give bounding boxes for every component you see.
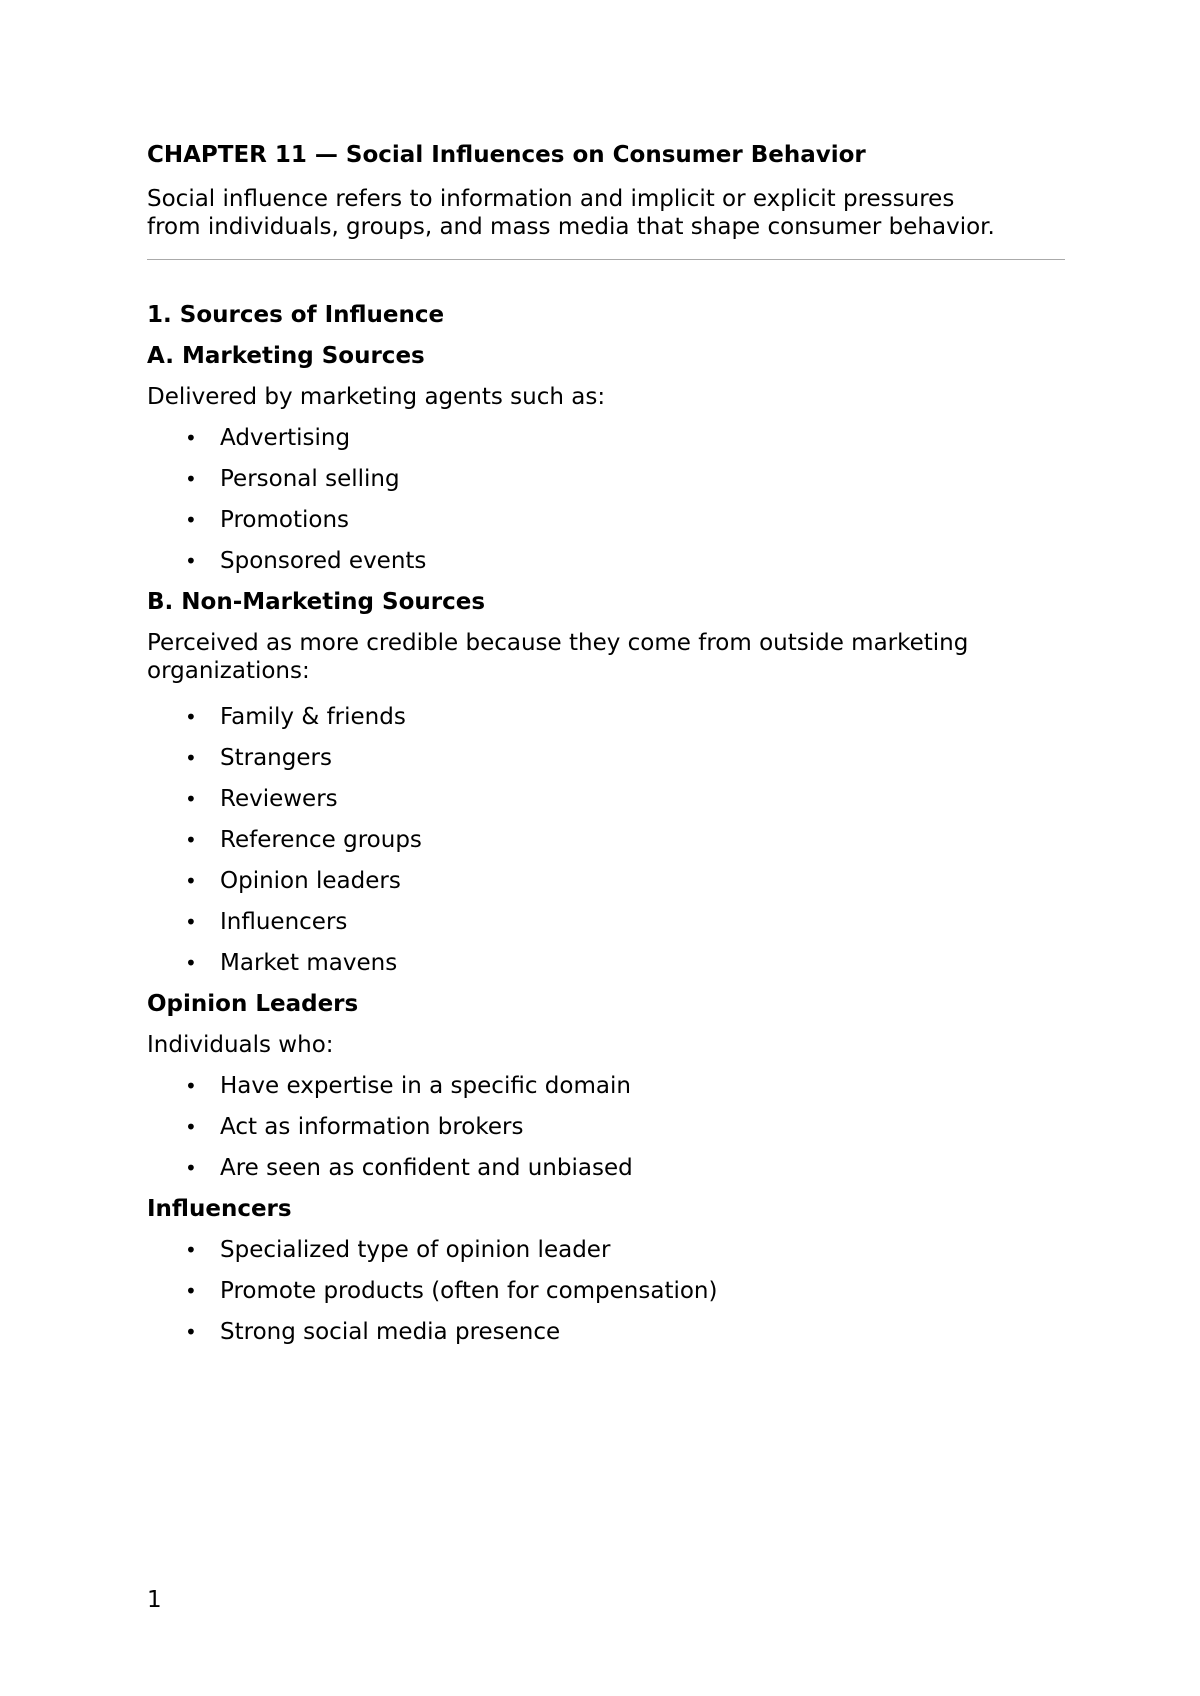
list-item	[147, 1113, 1065, 1141]
influencers-list	[147, 1236, 1065, 1346]
bullet-icon: •	[185, 1320, 197, 1344]
list-item-text: Strong social media presence	[220, 1319, 561, 1345]
list-item-text: Opinion leaders	[220, 868, 401, 894]
bullet-icon: •	[185, 549, 197, 573]
list-item	[147, 1236, 1065, 1264]
list-item-text: Sponsored events	[220, 548, 427, 574]
intro-line: from individuals, groups, and mass media that shape consumer behavior.	[147, 214, 995, 240]
list-item-text: Reviewers	[220, 786, 338, 812]
list-item	[147, 867, 1065, 895]
chapter-title: CHAPTER 11 — Social Influences on Consumer Behavior	[147, 142, 866, 168]
intro-paragraph	[147, 185, 1065, 241]
list-item-text: Act as information brokers	[220, 1114, 524, 1140]
list-item	[147, 465, 1065, 493]
list-item	[147, 703, 1065, 731]
bullet-icon: •	[185, 787, 197, 811]
opinion-leaders-lead: Individuals who:	[147, 1032, 334, 1058]
list-item-text: Specialized type of opinion leader	[220, 1237, 611, 1263]
marketing-sources-lead: Delivered by marketing agents such as:	[147, 384, 606, 410]
bullet-icon: •	[185, 426, 197, 450]
list-item-text: Promotions	[220, 507, 350, 533]
bullet-icon: •	[185, 828, 197, 852]
bullet-icon: •	[185, 910, 197, 934]
list-item-text: Family & friends	[220, 704, 406, 730]
opinion-leaders-list	[147, 1072, 1065, 1182]
subheading-opinion-leaders: Opinion Leaders	[147, 991, 359, 1017]
bullet-icon: •	[185, 1074, 197, 1098]
list-item	[147, 506, 1065, 534]
subheading-non-marketing-sources: B. Non-Marketing Sources	[147, 589, 486, 615]
bullet-icon: •	[185, 1238, 197, 1262]
subheading-influencers: Influencers	[147, 1196, 292, 1222]
bullet-icon: •	[185, 705, 197, 729]
bullet-icon: •	[185, 1279, 197, 1303]
list-item	[147, 1277, 1065, 1305]
page-number: 1	[147, 1587, 162, 1613]
list-item	[147, 424, 1065, 452]
list-item	[147, 949, 1065, 977]
bullet-icon: •	[185, 1156, 197, 1180]
marketing-sources-list	[147, 424, 1065, 575]
list-item-text: Strangers	[220, 745, 332, 771]
list-item	[147, 908, 1065, 936]
intro-line: Social influence refers to information and implicit or explicit pressures	[147, 186, 955, 212]
list-item	[147, 1072, 1065, 1100]
list-item-text: Personal selling	[220, 466, 400, 492]
lead-line: Perceived as more credible because they come from outside marketing	[147, 630, 969, 656]
list-item-text: Promote products (often for compensation)	[220, 1278, 718, 1304]
bullet-icon: •	[185, 869, 197, 893]
list-item-text: Have expertise in a specific domain	[220, 1073, 631, 1099]
bullet-icon: •	[185, 951, 197, 975]
list-item	[147, 1154, 1065, 1182]
list-item-text: Reference groups	[220, 827, 422, 853]
bullet-icon: •	[185, 508, 197, 532]
non-marketing-sources-list	[147, 703, 1065, 977]
list-item-text: Advertising	[220, 425, 351, 451]
subheading-marketing-sources: A. Marketing Sources	[147, 343, 425, 369]
section-heading-sources: 1. Sources of Influence	[147, 302, 445, 328]
list-item	[147, 547, 1065, 575]
bullet-icon: •	[185, 1115, 197, 1139]
bullet-icon: •	[185, 467, 197, 491]
bullet-icon: •	[185, 746, 197, 770]
list-item-text: Are seen as confident and unbiased	[220, 1155, 633, 1181]
list-item	[147, 785, 1065, 813]
list-item	[147, 1318, 1065, 1346]
list-item	[147, 826, 1065, 854]
non-marketing-sources-lead	[147, 629, 1065, 685]
list-item-text: Market mavens	[220, 950, 398, 976]
horizontal-divider	[147, 259, 1065, 260]
list-item	[147, 744, 1065, 772]
lead-line: organizations:	[147, 658, 310, 684]
list-item-text: Influencers	[220, 909, 348, 935]
document-body	[147, 141, 1065, 1346]
